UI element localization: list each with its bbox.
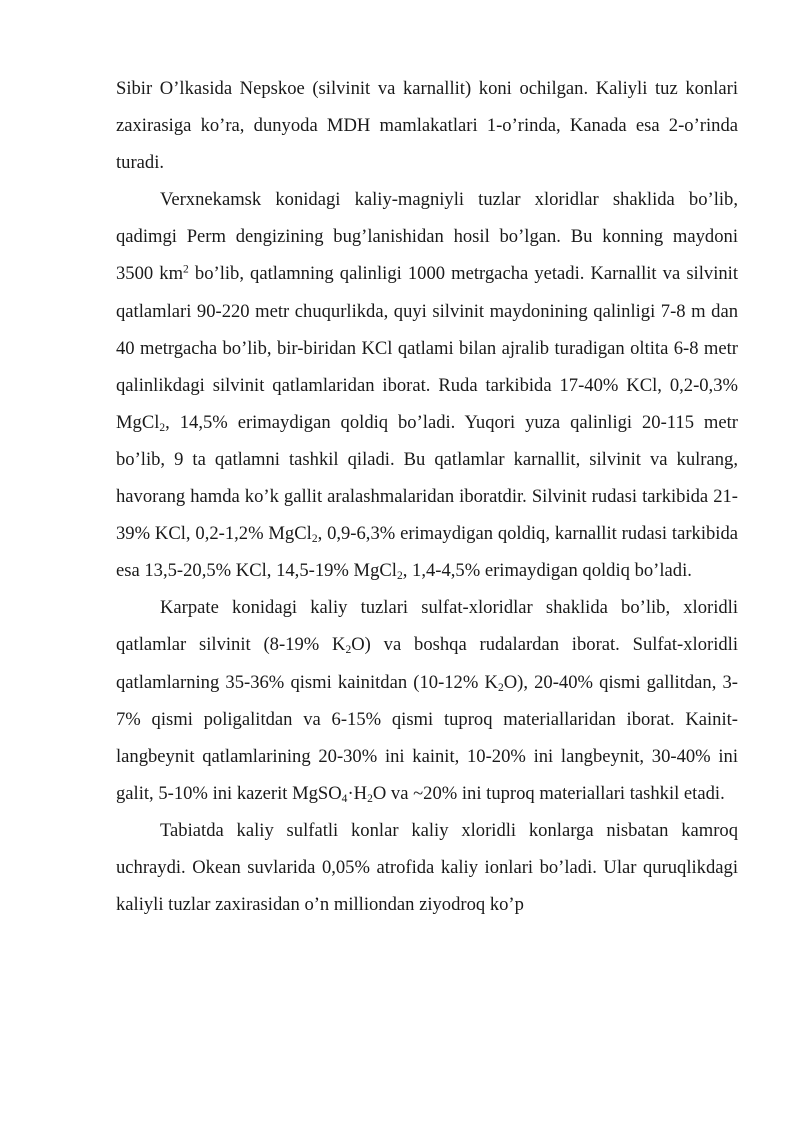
paragraph: Karpate konidagi kaliy tuzlari sulfat-xloridlar shaklida bo’lib, xloridli qatlamlar silvinit (8-19% $K_2O$) va boshqa rudalardan iborat. Sulfat-xloridli qatlamlarning 35-36% qismi kainitdan (10-12% $K_2O$), 20-40% qismi gallitdan, 3-7% qismi poligalitdan va 6-15% qismi tuproq materiallaridan iborat. Kainit-langbeynit qatlamlarining 20-30% ini kainit, 10-20% ini langbeynit, 30-40% ini galit, 5-10% ini kazerit $MgSO_4\cdot H_2O$ va ~20% ini tuproq materiallari tashkil etadi.: [116, 597, 738, 805]
superscript: 2: [183, 264, 189, 277]
paragraph: Sibir O’lkasida Nepskoe (silvinit va karnallit) koni ochilgan. Kaliyli tuz konlari zaxirasiga ko’ra, dunyoda MDH mamlakatlari 1-o’rinda, Kanada esa 2-o’rinda turadi.: [116, 78, 738, 174]
document-page: [116, 70, 738, 923]
subscript: 2: [311, 533, 318, 545]
subscript: 2: [159, 421, 166, 434]
subscript: 4: [341, 792, 348, 805]
subscript: 2: [367, 792, 373, 805]
subscript: 2: [345, 644, 352, 657]
paragraph: Verxnekamsk konidagi kaliy-magniyli tuzlar xloridlar shaklida bo’lib, qadimgi Perm dengizining bug’lanishidan hosil bo’lgan. Bu konning maydoni 3500 $km^2$ bo’lib, qatlamning qalinligi 1000 metrgacha yetadi. Karnallit va silvinit qatlamlari 90-220 metr chuqurlikda, quyi silvinit maydonining qalinligi 7-8 m dan 40 metrgacha bo’lib, bir-biridan KCl qatlami bilan ajralib turadigan oltita 6-8 metr qalinlikdagi silvinit qatlamlaridan iborat. Ruda tarkibida 17-40% KCl, 0,2-0,3% MgCl$_2$, 14,5% erimaydigan qoldiq bo’ladi. Yuqori yuza qalinligi 20-115 metr bo’lib, 9 ta qatlamni tashkil qiladi. Bu qatlamlar karnallit, silvinit va kulrang, havorang hamda ko’k gallit aralashmalaridan iboratdir. Silvinit rudasi tarkibida 21-39% KCl, 0,2-1,2% MgCl$_2$, 0,9-6,3% erimaydigan qoldiq, karnallit rudasi tarkibida esa 13,5-20,5% KCl, 14,5-19% MgCl$_2$, 1,4-4,5% erimaydigan qoldiq bo’ladi.: [116, 189, 738, 583]
paragraph: Tabiatda kaliy sulfatli konlar kaliy xloridli konlarga nisbatan kamroq uchraydi. Okean suvlarida 0,05% atrofida kaliy ionlari bo’ladi. Ular quruqlikdagi kaliyli tuzlar zaxirasidan o’n milliondan ziyodroq ko’p: [116, 819, 738, 916]
subscript: 2: [396, 570, 403, 583]
subscript: 2: [497, 681, 504, 694]
